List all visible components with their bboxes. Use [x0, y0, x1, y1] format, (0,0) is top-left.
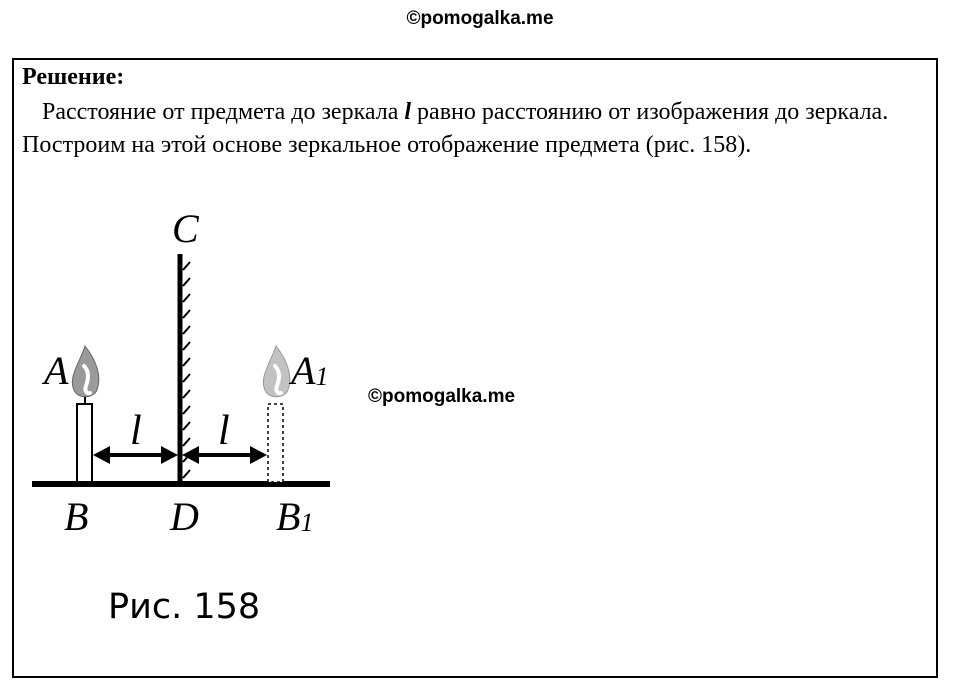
label-b1-sub: 1 — [300, 508, 314, 537]
label-a: A — [44, 348, 69, 393]
label-l-right: l — [218, 408, 230, 454]
label-b1-letter: B — [276, 494, 301, 539]
mirror-hatching — [183, 262, 190, 478]
watermark-mid: ©pomogalka.me — [368, 386, 516, 407]
label-d: D — [170, 494, 199, 539]
label-c: C — [172, 206, 199, 251]
label-b: B — [64, 494, 89, 539]
solution-text-after: равно расстоянию от изображения до зеркала. Построим на этой основе зеркальное отображение предмета (рис. 158). — [22, 99, 889, 158]
candle-object — [72, 346, 98, 482]
candle-image-body — [268, 404, 283, 482]
figure-caption: Рис. 158 — [108, 587, 261, 627]
candle-body — [77, 404, 92, 482]
label-b1 — [276, 494, 313, 539]
label-a1 — [288, 348, 328, 393]
solution-heading: Решение: — [22, 64, 125, 90]
label-a1-sub: 1 — [315, 362, 329, 391]
label-a1-letter: A — [291, 348, 316, 393]
solution-text-before: Расстояние от предмета до зеркала — [42, 99, 405, 125]
candle-image — [263, 346, 289, 482]
variable-l: l — [404, 99, 412, 125]
mirror — [180, 254, 190, 484]
label-l-left: l — [130, 408, 142, 454]
watermark-top: ©pomogalka.me — [406, 8, 554, 29]
